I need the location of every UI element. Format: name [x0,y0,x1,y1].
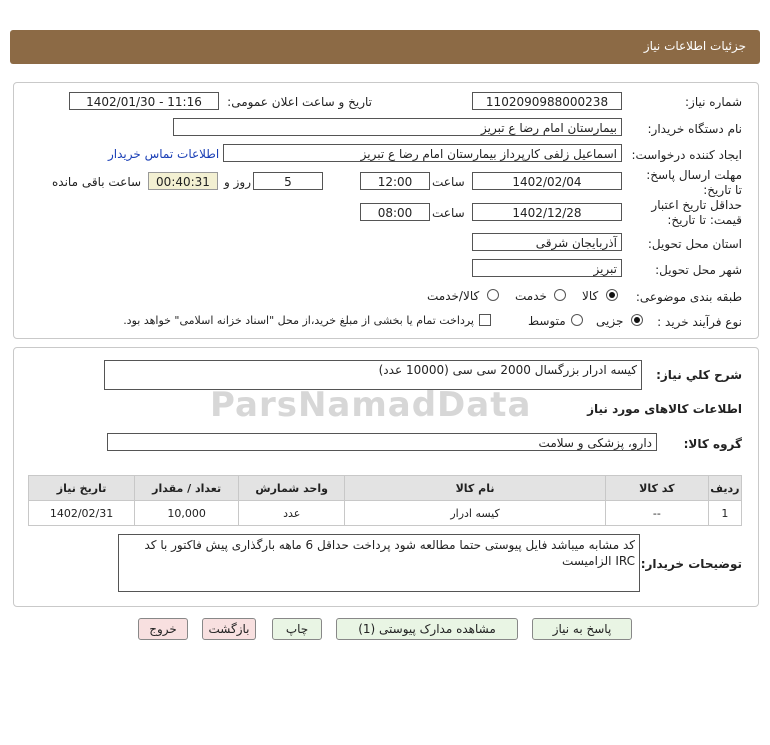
need-number-label: شماره نیاز: [685,95,742,109]
buyer-contact-link[interactable]: اطلاعات تماس خریدار [108,147,220,161]
group-label: گروه کالا: [683,437,742,451]
validity-date-field: 1402/12/28 [472,203,622,221]
validity-label: حداقل تاریخ اعتبار قیمت: تا تاریخ: [651,198,742,227]
page-title: جزئیات اطلاعات نیاز [643,39,746,53]
table-header-row [29,476,742,501]
province-field: آذربایجان شرقی [472,233,622,251]
city-label: شهر محل تحویل: [655,263,742,277]
col-goods-code: کد کالا [605,476,708,501]
cell-goods-name: کیسه ادرار [345,501,606,526]
process-label: نوع فرآیند خرید : [657,315,742,329]
category-label: طبقه بندی موضوعی: [635,290,742,304]
cell-unit: عدد [239,501,345,526]
creator-field: اسماعیل زلفی کارپرداز بیمارستان امام رضا ع تبریز [223,144,622,162]
process-radio-medium[interactable] [571,314,583,326]
cell-need-date: 1402/02/31 [29,501,135,526]
page-header [10,30,760,64]
validity-hour-label: ساعت [432,206,465,220]
announce-label: تاریخ و ساعت اعلان عمومی: [227,95,372,109]
attachments-button[interactable]: مشاهده مدارک پیوستی (1) [336,618,518,640]
print-button[interactable]: چاپ [272,618,322,640]
summary-field: کیسه ادرار بزرگسال 2000 سی سی (10000 عدد) [104,360,642,390]
category-option-service: خدمت [515,289,547,303]
cell-row-number: 1 [708,501,741,526]
col-row-number: ردیف [708,476,741,501]
process-radio-minor[interactable] [631,314,643,326]
exit-button[interactable]: خروج [138,618,188,640]
notes-label: توضیحات خریدار: [640,557,742,571]
category-radio-service[interactable] [554,289,566,301]
reply-button[interactable]: پاسخ به نیاز [532,618,632,640]
deadline-label: مهلت ارسال پاسخ: تا تاریخ: [646,168,742,197]
goods-info-title: اطلاعات کالاهای مورد نیاز [587,402,742,416]
col-goods-name: نام کالا [345,476,606,501]
buyer-field: بیمارستان امام رضا ع تبریز [173,118,622,136]
validity-time-field: 08:00 [360,203,430,221]
need-number-field: 1102090988000238 [472,92,622,110]
col-need-date: تاریخ نیاز [29,476,135,501]
category-radio-goods-service[interactable] [487,289,499,301]
creator-label: ایجاد کننده درخواست: [631,148,742,162]
summary-label: شرح کلي نياز: [656,368,742,382]
goods-table [28,475,742,526]
cell-goods-code: -- [605,501,708,526]
col-quantity: تعداد / مقدار [135,476,239,501]
days-label: روز و [224,175,251,189]
announce-field: 1402/01/30 - 11:16 [69,92,219,110]
category-radio-goods[interactable] [606,289,618,301]
remaining-label: ساعت باقی مانده [52,175,142,189]
category-option-goods-service: کالا/خدمت [427,289,480,303]
process-option-minor: جزیی [596,314,624,328]
notes-field: کد مشابه میباشد فایل پیوستی حتما مطالعه شود پرداخت حداقل 6 ماهه بارگذاری پیش فاکتور با کد IRC الزامیست [118,534,640,592]
treasury-note: پرداخت تمام یا بخشی از مبلغ خرید،از محل "اسناد خزانه اسلامی" خواهد بود. [123,314,474,327]
process-option-medium: متوسط [528,314,566,328]
deadline-time-field: 12:00 [360,172,430,190]
treasury-checkbox[interactable] [479,314,491,326]
table-row [29,501,742,526]
remaining-time-field: 00:40:31 [148,172,218,190]
deadline-hour-label: ساعت [432,175,465,189]
group-field: دارو، پزشکی و سلامت [107,433,657,451]
days-field: 5 [253,172,323,190]
buyer-label: نام دستگاه خریدار: [647,122,742,136]
category-option-goods: کالا [582,289,599,303]
city-field: تبریز [472,259,622,277]
watermark-logo: ParsNamadData [210,385,532,425]
province-label: استان محل تحویل: [647,237,742,251]
deadline-date-field: 1402/02/04 [472,172,622,190]
back-button[interactable]: بازگشت [202,618,256,640]
cell-quantity: 10,000 [135,501,239,526]
col-unit: واحد شمارش [239,476,345,501]
